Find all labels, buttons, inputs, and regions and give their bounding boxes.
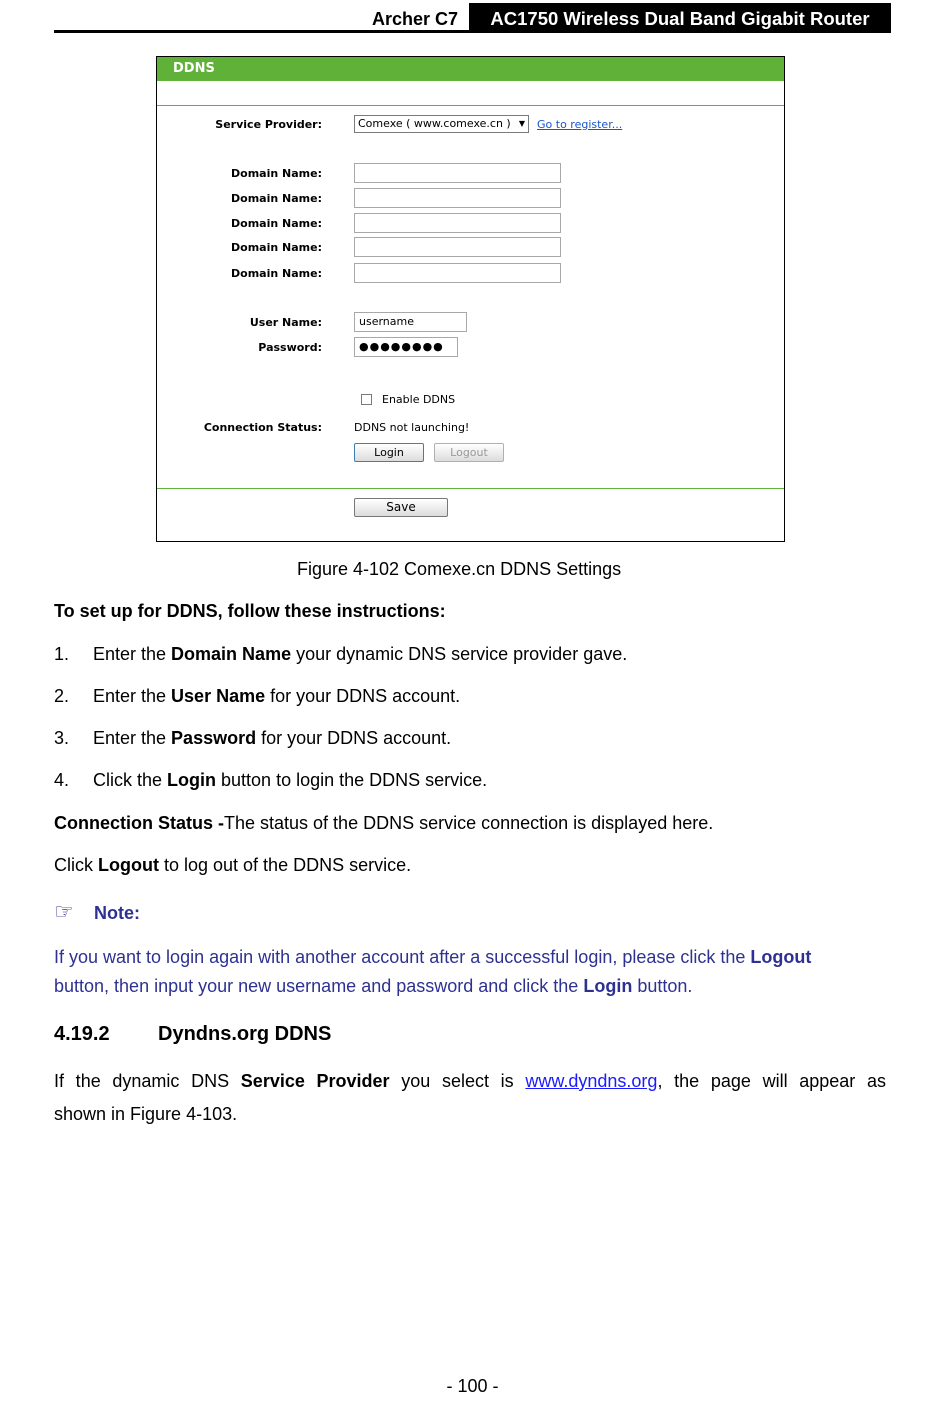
password-label: Password:: [258, 341, 322, 354]
step-number: 3.: [54, 728, 70, 748]
domain-name-label: Domain Name:: [231, 167, 322, 180]
note-line-2: [54, 975, 692, 997]
step-3: [93, 727, 451, 749]
step-bold: User Name: [171, 686, 266, 706]
domain-name-input[interactable]: [354, 263, 561, 283]
domain-name-input[interactable]: [354, 237, 561, 257]
paragraph-text: you select is: [389, 1071, 526, 1091]
paragraph-text: , the page will appear as: [657, 1071, 886, 1091]
service-provider-value: Comexe ( www.comexe.cn ): [358, 117, 511, 130]
paragraph-bold: Service Provider: [240, 1071, 390, 1091]
save-button[interactable]: Save: [354, 498, 448, 517]
step-text: Enter the: [93, 644, 172, 664]
step-2: [93, 685, 460, 707]
header-model: Archer C7: [371, 9, 458, 29]
logout-text: Click: [54, 855, 98, 875]
domain-name-label: Domain Name:: [231, 192, 322, 205]
note-text: button, then input your new username and password and click the: [54, 976, 584, 996]
step-text: for your DDNS account.: [256, 728, 452, 748]
step-1: [93, 643, 627, 665]
step-4: [93, 769, 487, 791]
note-bold: Login: [583, 976, 633, 996]
service-provider-label: Service Provider:: [215, 118, 322, 131]
service-provider-select[interactable]: [354, 115, 529, 133]
go-to-register-link[interactable]: Go to register...: [537, 118, 623, 131]
bottom-divider: [157, 488, 784, 489]
domain-name-input[interactable]: [354, 213, 561, 233]
connection-status-value: DDNS not launching!: [354, 421, 470, 434]
step-bold: Domain Name: [171, 644, 292, 664]
domain-name-label: Domain Name:: [231, 217, 322, 230]
step-text: Enter the: [93, 686, 172, 706]
note-text: If you want to login again with another account after a successful login, please click the: [54, 947, 751, 967]
connection-status-term: Connection Status -: [54, 813, 224, 833]
paragraph-line-2: shown in Figure 4-103.: [54, 1104, 238, 1124]
header-product: AC1750 Wireless Dual Band Gigabit Router: [469, 3, 891, 33]
step-text: for your DDNS account.: [265, 686, 461, 706]
dyndns-link[interactable]: www.dyndns.org: [525, 1071, 658, 1091]
step-number: 1.: [54, 644, 70, 664]
logout-text: to log out of the DDNS service.: [158, 855, 412, 875]
connection-status-desc: The status of the DDNS service connection is displayed here.: [224, 813, 714, 833]
section-number: 4.19.2: [54, 1023, 110, 1045]
connection-status-paragraph: [54, 812, 713, 834]
enable-ddns-label: Enable DDNS: [382, 393, 456, 406]
domain-name-input[interactable]: [354, 188, 561, 208]
step-bold: Password: [171, 728, 257, 748]
step-text: Click the: [93, 770, 168, 790]
domain-name-input[interactable]: [354, 163, 561, 183]
step-bold: Login: [167, 770, 217, 790]
logout-paragraph: [54, 854, 411, 876]
domain-name-label: Domain Name:: [231, 267, 322, 280]
login-button[interactable]: Login: [354, 443, 424, 462]
step-number: 2.: [54, 686, 70, 706]
step-text: Enter the: [93, 728, 172, 748]
step-text: button to login the DDNS service.: [216, 770, 488, 790]
section-title: Dyndns.org DDNS: [158, 1023, 332, 1045]
panel-title: DDNS: [157, 57, 784, 81]
header-rule: [54, 30, 891, 33]
note-bold: Logout: [750, 947, 812, 967]
pointing-hand-icon: ☞: [54, 899, 74, 924]
note-title: Note:: [94, 903, 140, 923]
ddns-settings-figure: [156, 56, 785, 542]
enable-ddns-checkbox[interactable]: [361, 394, 372, 405]
domain-name-label: Domain Name:: [231, 241, 322, 254]
paragraph-line-1: [54, 1070, 886, 1092]
logout-term: Logout: [98, 855, 159, 875]
note-line-1: [54, 946, 811, 968]
user-name-label: User Name:: [249, 316, 322, 329]
step-text: your dynamic DNS service provider gave.: [291, 644, 628, 664]
page-number: - 100 -: [446, 1376, 499, 1396]
step-number: 4.: [54, 770, 70, 790]
note-text: button.: [632, 976, 693, 996]
password-input[interactable]: ●●●●●●●●: [354, 337, 458, 357]
top-divider: [157, 105, 784, 106]
logout-button[interactable]: Logout: [434, 443, 504, 462]
user-name-input[interactable]: username: [354, 312, 467, 332]
figure-caption: Figure 4-102 Comexe.cn DDNS Settings: [297, 559, 622, 579]
paragraph-text: If the dynamic DNS: [54, 1071, 241, 1091]
chevron-down-icon: ▼: [518, 119, 525, 128]
instructions-heading: To set up for DDNS, follow these instructions:: [54, 601, 446, 621]
connection-status-label: Connection Status:: [203, 421, 322, 434]
